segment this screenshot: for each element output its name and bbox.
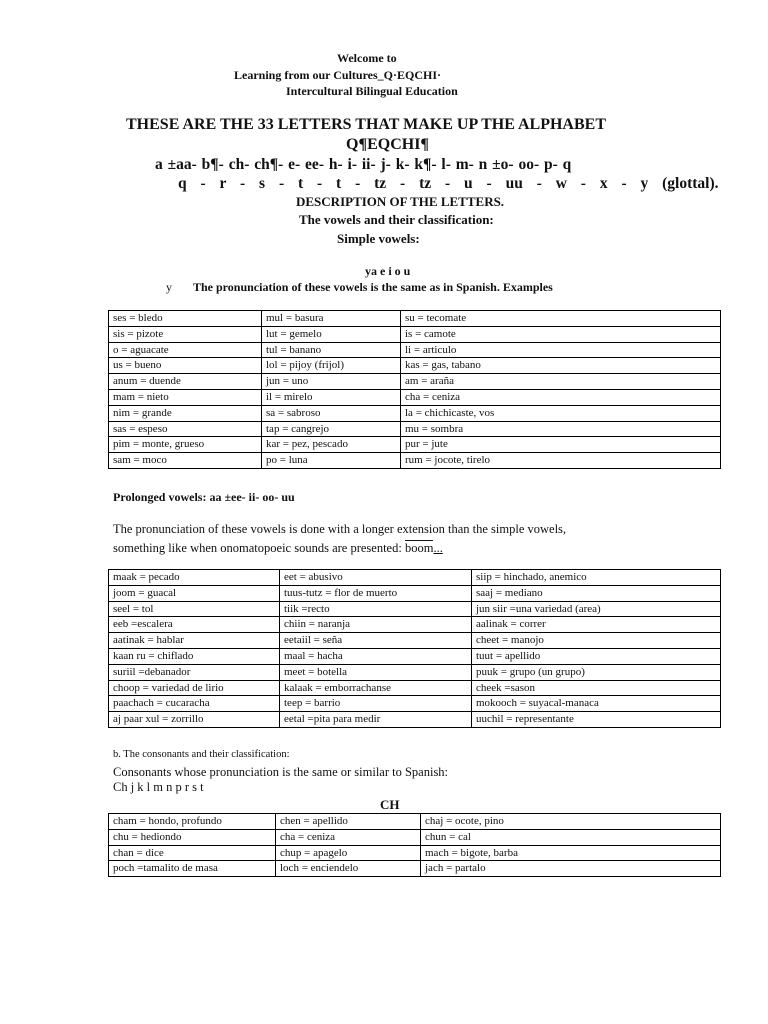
boom-word: boom xyxy=(404,541,434,555)
table-cell: kalaak = emborrachanse xyxy=(280,680,472,696)
table-cell: tap = cangrejo xyxy=(262,421,401,437)
table-cell: kas = gas, tabano xyxy=(401,358,721,374)
prolonged-text-1: The pronunciation of these vowels is done with a longer extension than the simple vowels, xyxy=(113,522,567,536)
description-heading: DESCRIPTION OF THE LETTERS. xyxy=(296,194,505,209)
header-line-3: Intercultural Bilingual Education xyxy=(286,84,458,98)
table-cell: siip = hinchado, anemico xyxy=(472,570,721,586)
table-cell: cha = ceniza xyxy=(401,389,721,405)
table-row xyxy=(109,405,721,421)
table-cell: puuk = grupo (un grupo) xyxy=(472,664,721,680)
prolonged-vowels-heading: Prolonged vowels: aa ±ee- ii- oo- uu xyxy=(113,490,295,504)
table-row xyxy=(109,633,721,649)
table-row xyxy=(109,570,721,586)
table-row xyxy=(109,311,721,327)
table-cell: aalinak = correr xyxy=(472,617,721,633)
table-cell: mul = basura xyxy=(262,311,401,327)
table-cell: teep = barrio xyxy=(280,696,472,712)
alphabet-name: Q¶EQCHI¶ xyxy=(346,136,430,153)
table-cell: tuut = apellido xyxy=(472,648,721,664)
table-cell: lut = gemelo xyxy=(262,326,401,342)
table-cell: poch =tamalito de masa xyxy=(109,861,276,877)
table-row xyxy=(109,696,721,712)
table-cell: kaan ru = chiflado xyxy=(109,648,280,664)
simple-vowels-table xyxy=(108,310,721,469)
table-cell: chu = hediondo xyxy=(109,829,276,845)
table-cell: loch = enciendelo xyxy=(276,861,421,877)
table-cell: anum = duende xyxy=(109,374,262,390)
table-cell: li = articulo xyxy=(401,342,721,358)
table-row xyxy=(109,437,721,453)
table-row xyxy=(109,664,721,680)
table-cell: tuus-tutz = flor de muerto xyxy=(280,585,472,601)
table-cell: jach = partalo xyxy=(421,861,721,877)
prolonged-text-2-a: something like when onomatopoeic sounds are presented: xyxy=(113,541,405,555)
table-row xyxy=(109,617,721,633)
table-row xyxy=(109,358,721,374)
simple-vowels-heading: Simple vowels: xyxy=(337,231,420,246)
table-cell: saaj = mediano xyxy=(472,585,721,601)
table-row xyxy=(109,374,721,390)
table-cell: sas = espeso xyxy=(109,421,262,437)
table-cell: o = aguacate xyxy=(109,342,262,358)
header-line-1: Welcome to xyxy=(337,51,397,65)
consonants-text: Consonants whose pronunciation is the same or similar to Spanish: xyxy=(113,765,449,779)
table-cell: il = mirelo xyxy=(262,389,401,405)
table-row xyxy=(109,845,721,861)
alphabet-letters-row-2: q - r - s - t - t - tz - tz - u - uu - w - x - y (glottal). xyxy=(178,175,719,192)
ch-consonant-table xyxy=(108,813,721,877)
table-cell: cheek =sason xyxy=(472,680,721,696)
table-cell: po = luna xyxy=(262,453,401,469)
table-cell: mu = sombra xyxy=(401,421,721,437)
vowels-heading: The vowels and their classification: xyxy=(299,212,494,227)
table-row xyxy=(109,861,721,877)
table-cell: choop = variedad de lirio xyxy=(109,680,280,696)
table-cell: suriil =debanador xyxy=(109,664,280,680)
table-cell: chup = apagelo xyxy=(276,845,421,861)
table-cell: eetal =pita para medir xyxy=(280,712,472,728)
table-cell: chan = dice xyxy=(109,845,276,861)
boom-ellipsis: ... xyxy=(433,541,443,555)
table-cell: kar = pez, pescado xyxy=(262,437,401,453)
simple-vowels-note: The pronunciation of these vowels is the same as in Spanish. Examples xyxy=(193,280,553,294)
table-cell: eeb =escalera xyxy=(109,617,280,633)
alphabet-letters-row-1: a ±aa- b¶- ch- ch¶- e- ee- h- i- ii- j- k- k¶- l- m- n ±o- oo- p- q xyxy=(155,156,572,173)
table-cell: maal = hacha xyxy=(280,648,472,664)
table-cell: ses = bledo xyxy=(109,311,262,327)
table-cell: chaj = ocote, pino xyxy=(421,814,721,830)
table-cell: tiik =recto xyxy=(280,601,472,617)
table-cell: chiin = naranja xyxy=(280,617,472,633)
table-row xyxy=(109,342,721,358)
table-row xyxy=(109,389,721,405)
table-cell: uuchil = representante xyxy=(472,712,721,728)
table-row xyxy=(109,712,721,728)
table-cell: cheet = manojo xyxy=(472,633,721,649)
table-row xyxy=(109,648,721,664)
table-cell: nim = grande xyxy=(109,405,262,421)
table-cell: mokooch = suyacal-manaca xyxy=(472,696,721,712)
prolonged-text-2 xyxy=(113,541,443,556)
table-cell: joom = guacal xyxy=(109,585,280,601)
table-cell: meet = botella xyxy=(280,664,472,680)
prolonged-vowels-table xyxy=(108,569,721,728)
table-cell: cham = hondo, profundo xyxy=(109,814,276,830)
table-cell: seel = tol xyxy=(109,601,280,617)
table-cell: paachach = cucaracha xyxy=(109,696,280,712)
table-cell: rum = jocote, tirelo xyxy=(401,453,721,469)
table-row xyxy=(109,814,721,830)
table-cell: eet = abusivo xyxy=(280,570,472,586)
table-cell: mam = nieto xyxy=(109,389,262,405)
table-cell: sa = sabroso xyxy=(262,405,401,421)
consonants-list: Ch j k l m n p r s t xyxy=(113,780,204,794)
bullet-marker: y xyxy=(166,280,172,294)
table-cell: tul = banano xyxy=(262,342,401,358)
table-cell: eetaiil = seña xyxy=(280,633,472,649)
table-cell: aj paar xul = zorrillo xyxy=(109,712,280,728)
table-cell: pur = jute xyxy=(401,437,721,453)
table-cell: sis = pizote xyxy=(109,326,262,342)
table-cell: jun siir =una variedad (area) xyxy=(472,601,721,617)
table-cell: sam = moco xyxy=(109,453,262,469)
table-row xyxy=(109,421,721,437)
table-cell: jun = uno xyxy=(262,374,401,390)
table-cell: maak = pecado xyxy=(109,570,280,586)
table-cell: us = bueno xyxy=(109,358,262,374)
table-cell: lol = pijoy (frijol) xyxy=(262,358,401,374)
table-row xyxy=(109,829,721,845)
table-row xyxy=(109,453,721,469)
consonants-heading: b. The consonants and their classification: xyxy=(113,749,290,760)
ch-heading: CH xyxy=(380,797,400,812)
alphabet-title: THESE ARE THE 33 LETTERS THAT MAKE UP THE ALPHABET xyxy=(126,116,606,133)
table-row xyxy=(109,326,721,342)
header-line-2: Learning from our Cultures_Q·EQCHI· xyxy=(234,68,442,82)
simple-vowels-list: ya e i o u xyxy=(365,264,411,278)
table-cell: pim = monte, grueso xyxy=(109,437,262,453)
table-row xyxy=(109,601,721,617)
table-row xyxy=(109,585,721,601)
table-cell: mach = bigote, barba xyxy=(421,845,721,861)
table-cell: am = araña xyxy=(401,374,721,390)
table-cell: la = chichicaste, vos xyxy=(401,405,721,421)
table-cell: chun = cal xyxy=(421,829,721,845)
table-row xyxy=(109,680,721,696)
table-cell: cha = ceniza xyxy=(276,829,421,845)
table-cell: aatinak = hablar xyxy=(109,633,280,649)
table-cell: chen = apellido xyxy=(276,814,421,830)
table-cell: is = camote xyxy=(401,326,721,342)
table-cell: su = tecomate xyxy=(401,311,721,327)
